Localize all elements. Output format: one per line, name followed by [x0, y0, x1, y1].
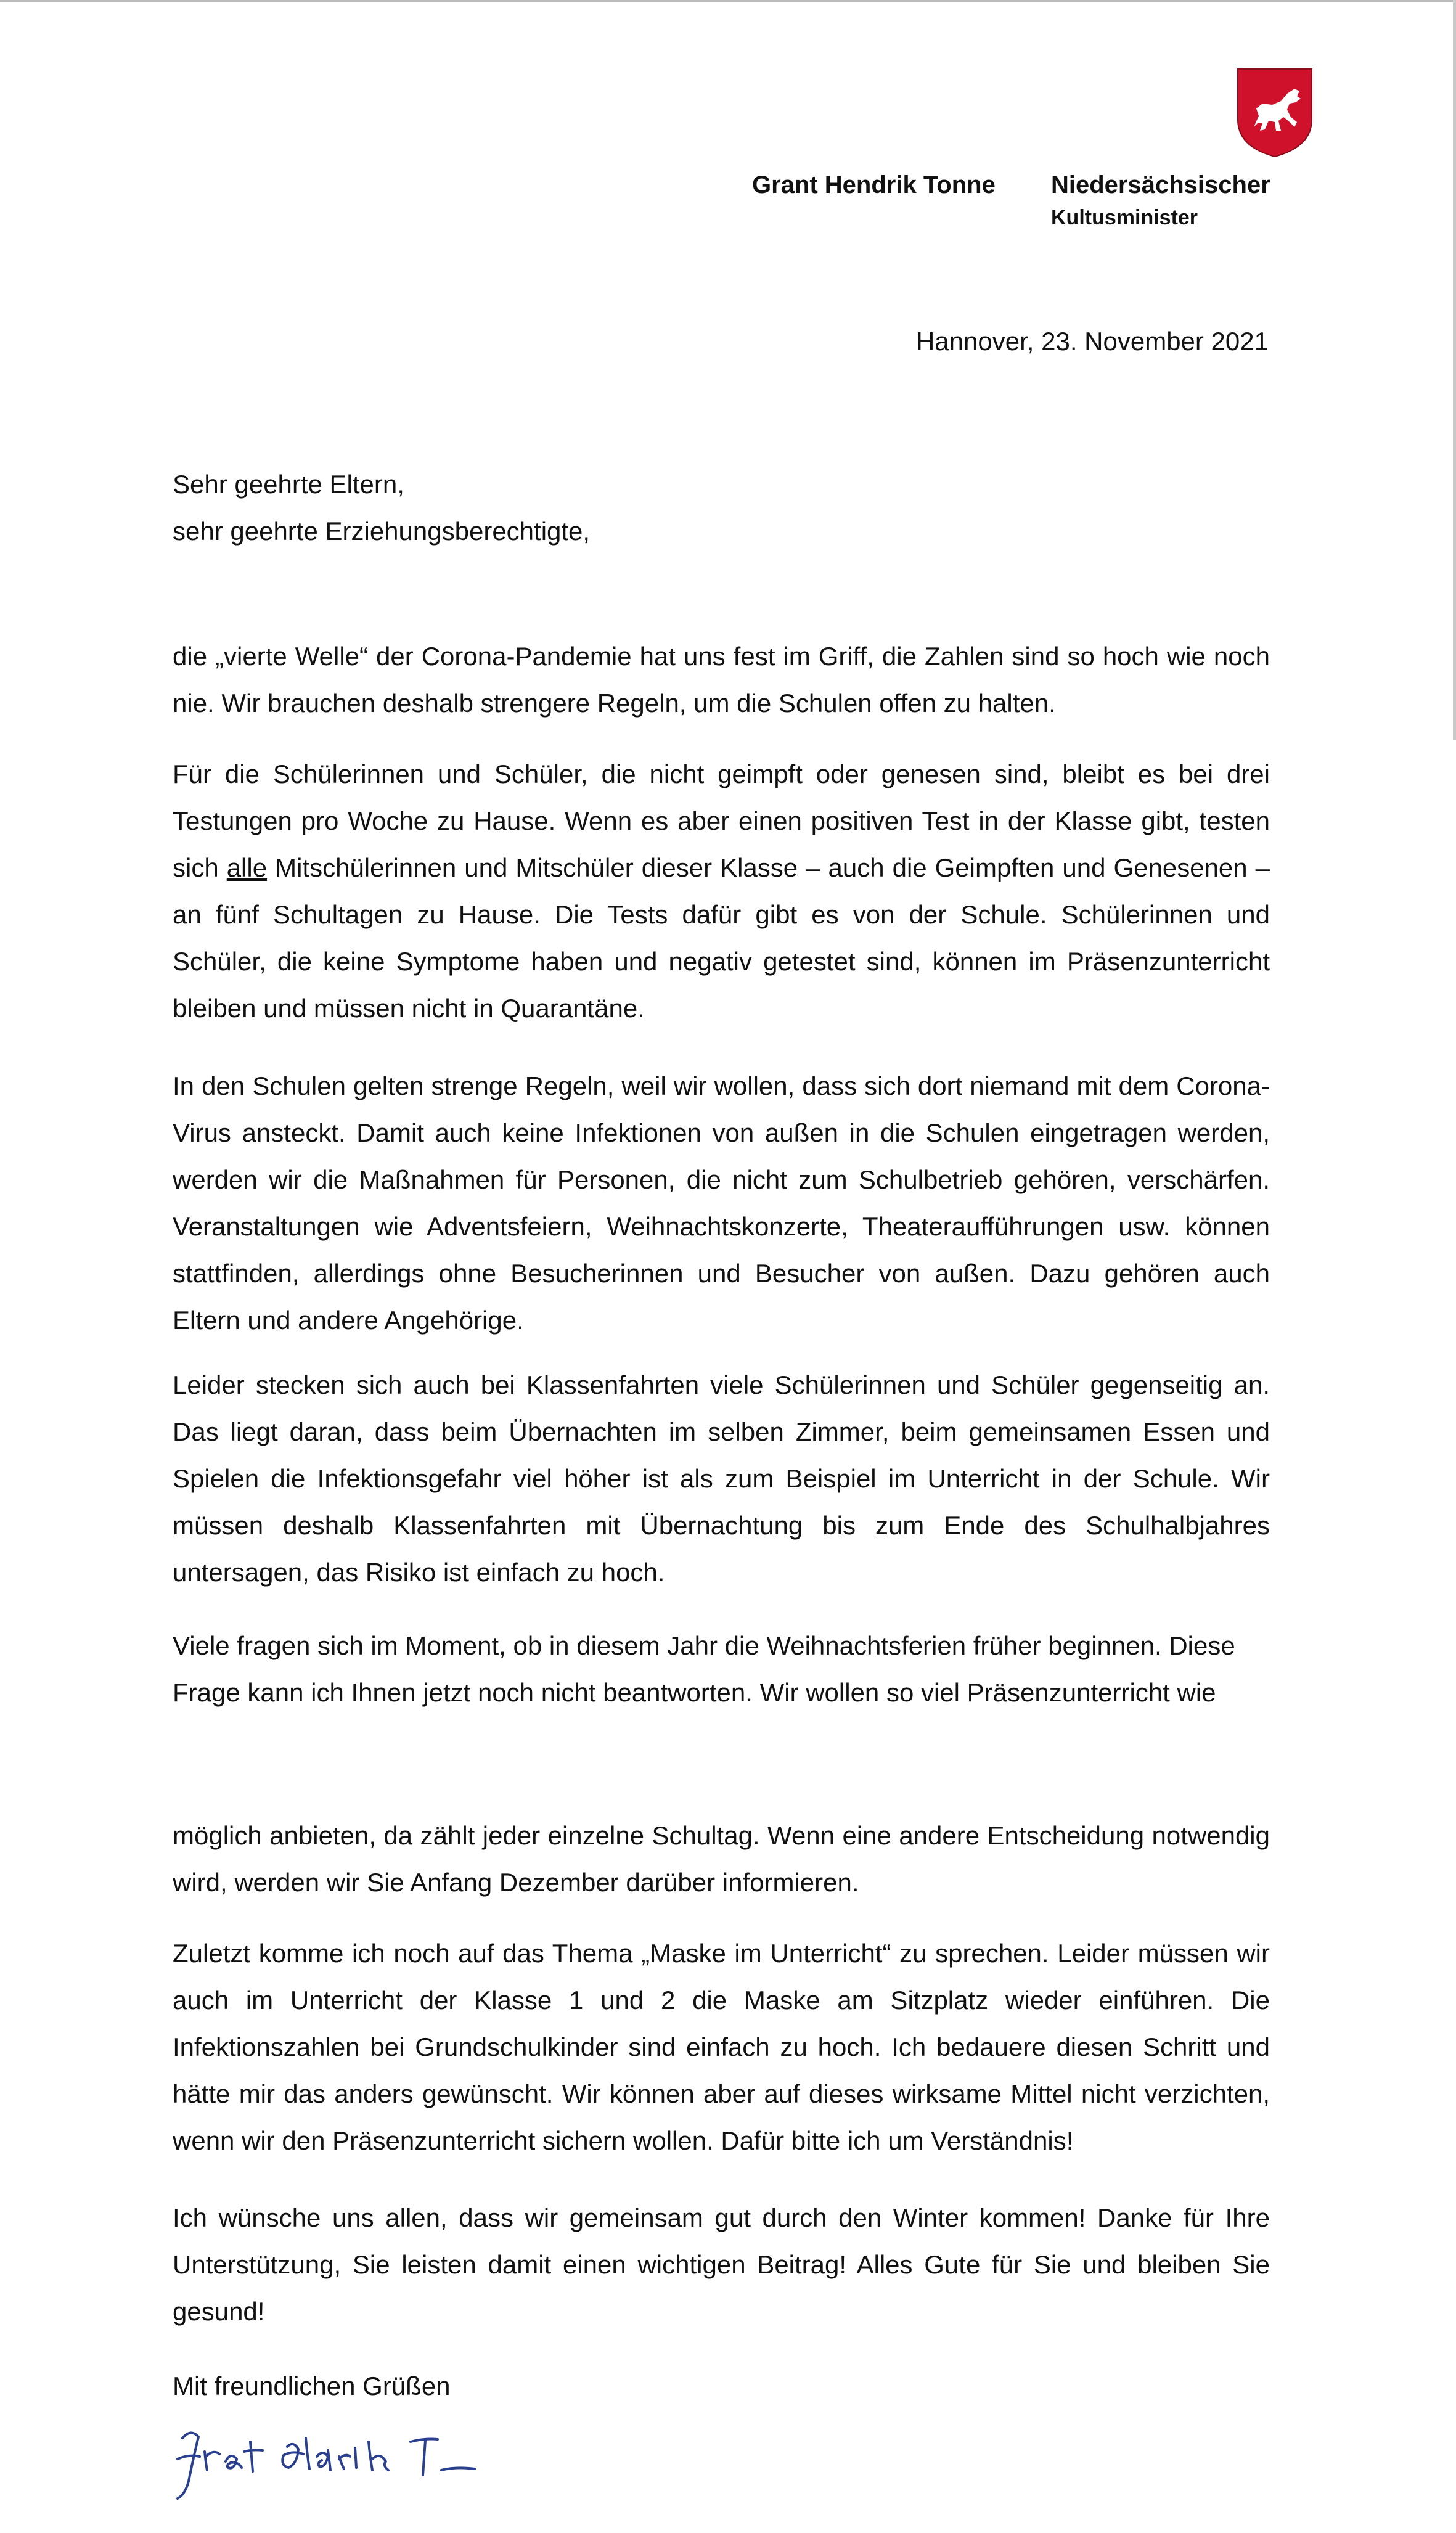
paragraph-vierte-welle: die „vierte Welle“ der Corona-Pandemie hat uns fest im Griff, die Zahlen sind so hoch wie noch nie. Wir brauchen deshalb strengere Regeln, um die Schulen offen zu halten.	[173, 642, 1270, 718]
paragraph-maske: Zuletzt komme ich noch auf das Thema „Maske im Unterricht“ zu sprechen. Leider müssen wir auch im Unterricht der Klasse 1 und 2 die Maske am Sitzplatz wieder einführen. Die Infektionszahlen bei Grundschulkinder sind einfach zu hoch. Ich bedauere diesen Schritt und hätte mir das anders gewünscht. Wir können aber auf dieses wirksame Mittel nicht verzichten, wenn wir den Präsenzunterricht sichern wollen. Dafür bitte ich um Verständnis!	[173, 1939, 1270, 2155]
handwritten-signature	[166, 2413, 487, 2506]
paragraph-schultag: möglich anbieten, da zählt jeder einzelne Schultag. Wenn eine andere Entscheidung notwendig wird, werden wir Sie Anfang Dezember darüber informieren.	[173, 1821, 1270, 1897]
paragraph-testungen-part2: Mitschülerinnen und Mitschüler dieser Klasse – auch die Geimpften und Genesenen – an fünf Schultagen zu Hause. Die Tests dafür gibt es von der Schule. Schülerinnen und Schüler, die keine Symptome haben und negativ getestet sind, können im Präsenzunterricht bleiben und müssen nicht in Quarantäne.	[173, 853, 1270, 1023]
salutation-line-2: sehr geehrte Erziehungsberechtigte,	[173, 517, 591, 546]
lower-saxony-horse-crest-icon	[1235, 67, 1314, 158]
closing-line: Mit freundlichen Grüßen	[173, 2371, 451, 2400]
underlined-word-alle: alle	[226, 853, 268, 882]
sender-name: Grant Hendrik Tonne	[752, 171, 996, 198]
paragraph-testungen	[173, 751, 1270, 1032]
letterhead	[752, 171, 1288, 239]
paragraph-weihnachtsferien: Viele fragen sich im Moment, ob in diesem Jahr die Weihnachtsferien früher beginnen. Diese Frage kann ich Ihnen jetzt noch nicht beantworten. Wir wollen so viel Präsenzunterricht wie	[173, 1631, 1235, 1707]
salutation-line-1: Sehr geehrte Eltern,	[173, 470, 404, 499]
paragraph-testungen-part1: Für die Schülerinnen und Schüler, die nicht geimpft oder genesen sind, bleibt es bei drei Testungen pro Woche zu Hause. Wenn es aber einen positiven Test in der Klasse gibt, testen sich	[173, 759, 1270, 882]
paragraph-klassenfahrten: Leider stecken sich auch bei Klassenfahrten viele Schülerinnen und Schüler gegenseitig an. Das liegt daran, dass beim Übernachten im selben Zimmer, beim gemeinsamen Essen und Spielen die Infektionsgefahr viel höher ist als zum Beispiel im Unterricht in der Schule. Wir müssen deshalb Klassenfahrten mit Übernachtung bis zum Ende des Schulhalbjahres untersagen, das Risiko ist einfach zu hoch.	[173, 1370, 1270, 1587]
page-border-right	[1453, 0, 1456, 740]
sender-role: Kultusminister	[1051, 206, 1198, 229]
sender-organization: Niedersächsischer	[1051, 171, 1270, 198]
date-line: Hannover, 23. November 2021	[915, 327, 1269, 356]
paragraph-winter: Ich wünsche uns allen, dass wir gemeinsam gut durch den Winter kommen! Danke für Ihre Unterstützung, Sie leisten damit einen wichtigen Beitrag! Alles Gute für Sie und bleiben Sie gesund!	[173, 2203, 1270, 2326]
salutation	[173, 461, 1270, 555]
page-border-top	[0, 0, 1456, 2]
paragraph-strenge-regeln: In den Schulen gelten strenge Regeln, weil wir wollen, dass sich dort niemand mit dem Corona-Virus ansteckt. Damit auch keine Infektionen von außen in die Schulen eingetragen werden, werden wir die Maßnahmen für Personen, die nicht zum Schulbetrieb gehören, verschärfen. Veranstaltungen wie Adventsfeiern, Weihnachtskonzerte, Theateraufführungen usw. können stattfinden, allerdings ohne Besucherinnen und Besucher von außen. Dazu gehören auch Eltern und andere Angehörige.	[173, 1071, 1270, 1335]
